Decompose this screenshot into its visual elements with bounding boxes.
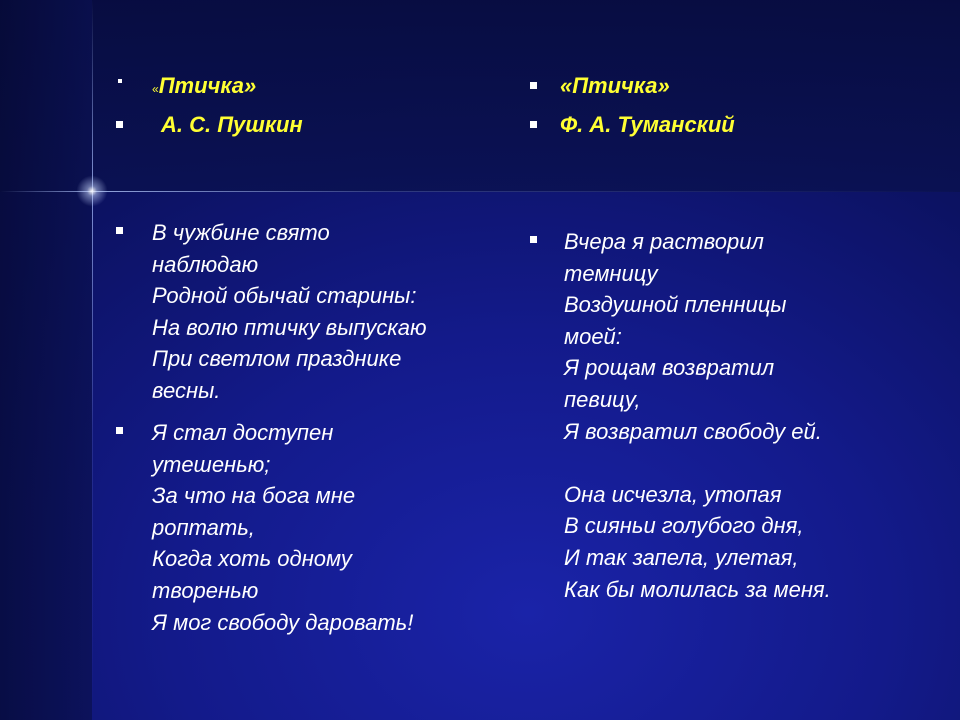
left-author: А. С. Пушкин: [161, 112, 303, 137]
left-stanza-2: Я стал доступен утешенью; За что на бога мне роптать, Когда хоть одному творенью Я мог свободу даровать!: [152, 420, 414, 635]
right-author-item: [530, 111, 735, 139]
bullet-icon: [116, 427, 123, 434]
left-stanza-1-item: [116, 217, 427, 407]
bullet-icon: [116, 227, 123, 234]
left-title: [152, 72, 256, 103]
bullet-icon: [530, 82, 537, 89]
right-title-item: [530, 72, 670, 100]
right-author: Ф. А. Туманский: [560, 112, 735, 137]
decorative-horizontal-line: [0, 191, 960, 192]
bullet-icon: [530, 236, 537, 243]
bullet-icon: [530, 121, 537, 128]
left-stanza-2-item: [116, 417, 413, 638]
right-stanza: Вчера я растворил темницу Воздушной пленницы моей: Я рощам возвратил певицу, Я возвратил свободу ей. Она исчезла, утопая В сияньи голубого дня, И так запела, улетая, Как бы молилась за меня.: [564, 229, 831, 602]
left-stanza-1: В чужбине свято наблюдаю Родной обычай старины: На волю птичку выпускаю При светлом празднике весны.: [152, 220, 427, 403]
left-title-item: [118, 72, 256, 103]
left-author-item: [116, 111, 303, 139]
sparkle-icon: [72, 171, 112, 211]
left-title-quote: «: [152, 82, 159, 96]
left-title-main: Птичка»: [158, 73, 257, 98]
bullet-icon: [118, 79, 122, 83]
decorative-vertical-line: [92, 0, 93, 720]
right-title: «Птичка»: [560, 73, 670, 98]
bullet-icon: [116, 121, 123, 128]
background-left-band: [0, 0, 92, 720]
right-stanza-item: [530, 226, 831, 605]
